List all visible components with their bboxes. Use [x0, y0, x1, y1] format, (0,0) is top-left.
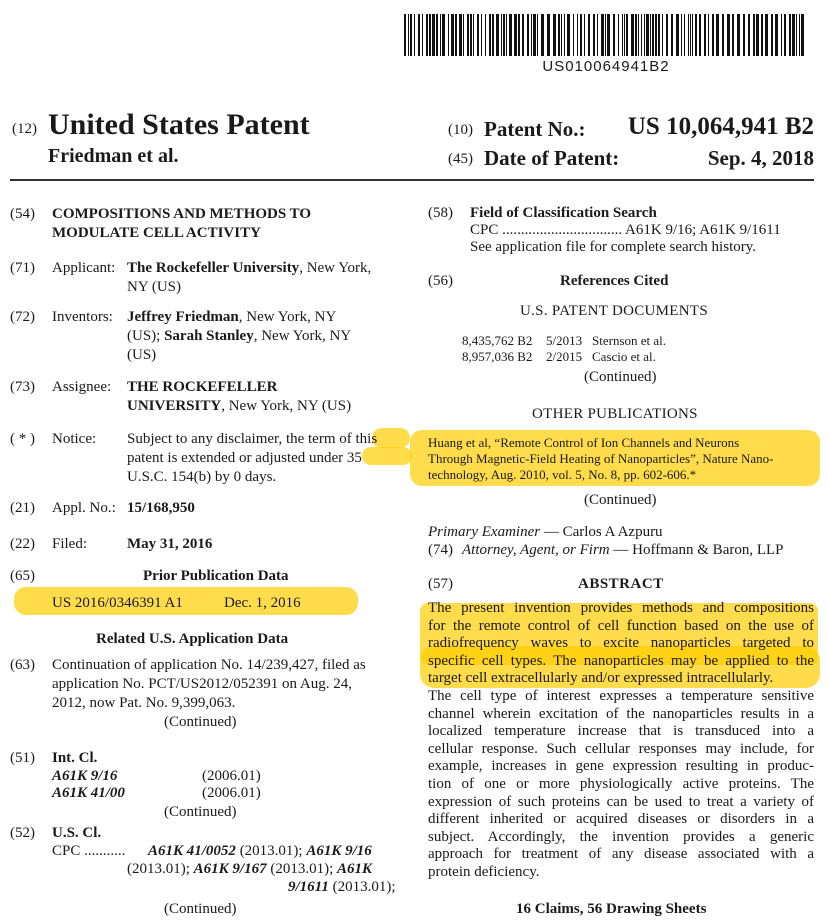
abstract-line: approach for treatment of any disease associated with a: [428, 846, 814, 863]
patent-ref-date: 2/2015: [546, 349, 583, 364]
notice-line3: U.S.C. 154(b) by 0 days.: [127, 469, 277, 485]
references-heading: References Cited: [560, 273, 669, 289]
code-notice: ( * ): [10, 431, 35, 447]
patent-type-title: United States Patent: [48, 108, 310, 141]
int-cl-1-code: A61K 9/16: [52, 768, 118, 784]
code-71: (71): [10, 260, 35, 276]
field-search-note: See application file for complete search history.: [470, 239, 757, 255]
primary-examiner: [428, 523, 663, 542]
patent-ref-date: 5/2013: [546, 333, 583, 348]
other-pubs-heading: OTHER PUBLICATIONS: [532, 406, 698, 422]
invention-title-line2: MODULATE CELL ACTIVITY: [52, 225, 261, 241]
continuation-line1: Continuation of application No. 14/239,427, filed as: [52, 657, 366, 673]
barcode: [404, 14, 808, 56]
code-52: (52): [10, 825, 35, 841]
related-app-heading: Related U.S. Application Data: [96, 631, 289, 647]
us-cl-code-4a: A61K: [337, 861, 373, 877]
code-12: (12): [12, 121, 37, 137]
continuation-text: [52, 656, 412, 713]
inventor-1-country: (US);: [127, 328, 165, 344]
other-pub-line1: Huang et al, “Remote Control of Ion Channels and Neurons: [428, 435, 740, 450]
prior-pub-date: Dec. 1, 2016: [224, 595, 301, 611]
primary-examiner-label: Primary Examiner: [428, 524, 541, 540]
us-cl-line1: [148, 842, 372, 861]
appl-no: 15/168,950: [127, 500, 195, 516]
code-57: (57): [428, 576, 453, 592]
abstract-line: cellular response. Such cellular responses may include, for: [428, 740, 814, 757]
patent-ref-name: Sternson et al.: [592, 333, 667, 348]
filed-label: Filed:: [52, 536, 88, 552]
code-73: (73): [10, 379, 35, 395]
claims-summary: 16 Claims, 56 Drawing Sheets: [516, 901, 707, 917]
continued-us-cl: (Continued): [164, 901, 237, 917]
int-cl-2-date: (2006.01): [202, 785, 261, 801]
filed-date: May 31, 2016: [127, 536, 213, 552]
patent-ref-number: 8,957,036 B2: [462, 349, 533, 364]
notice-text: [127, 430, 407, 487]
us-cl-code-1: A61K 41/0052: [148, 843, 236, 859]
applicant-name: The Rockefeller University: [127, 260, 300, 276]
abstract-line: tion of one or more physiologically active proteins. The: [428, 775, 814, 792]
inventor-1-name: Jeffrey Friedman: [127, 309, 239, 325]
attorney-name: — Hoffmann & Baron, LLP: [609, 542, 784, 558]
prior-pub-heading: Prior Publication Data: [143, 568, 289, 584]
attorney-label: Attorney, Agent, or Firm: [462, 542, 610, 558]
code-74: (74): [428, 542, 453, 558]
code-51: (51): [10, 750, 35, 766]
other-pub-line2: Through Magnetic-Field Heating of Nanoparticles”, Nature Nano-: [428, 451, 774, 466]
date-of-patent-label: Date of Patent:: [484, 146, 620, 170]
us-cl-line3: [288, 878, 396, 897]
patent-ref-row: [462, 349, 666, 365]
code-45: (45): [448, 151, 473, 167]
header-divider: [10, 179, 814, 181]
abstract-line: The cell type of interest expresses a temperature sensitive: [428, 687, 814, 704]
code-10: (10): [448, 122, 473, 138]
abstract-line: localized temperature increase that is transduced into a: [428, 723, 814, 740]
date-of-patent: Sep. 4, 2018: [707, 146, 814, 170]
code-22: (22): [10, 536, 35, 552]
invention-title: [52, 205, 311, 243]
field-search-cpc: CPC ................................ A61K 9/16; A61K 9/1611: [470, 222, 781, 238]
patent-number: US 10,064,941 B2: [627, 113, 814, 140]
abstract-line: different inherited or acquired diseases or disorders in a: [428, 811, 814, 828]
other-pub-line3: technology, Aug. 2010, vol. 5, No. 8, pp. 602-606.*: [428, 467, 697, 482]
applicant-label: Applicant:: [52, 260, 116, 276]
us-cl-code-2: A61K 9/16: [306, 843, 372, 859]
authors: Friedman et al.: [48, 145, 179, 167]
assignee-name-line2: UNIVERSITY: [127, 398, 222, 414]
abstract-line: subject. Accordingly, the invention provides a generic: [428, 828, 814, 845]
assignee-location: , New York, NY (US): [221, 398, 352, 414]
field-search-heading: Field of Classification Search: [470, 205, 657, 221]
abstract-line: protein deficiency.: [428, 863, 540, 880]
inventor-2-name: Sarah Stanley: [164, 328, 254, 344]
assignee-name-line1: THE ROCKEFELLER: [127, 379, 278, 395]
us-cl-date-2: (2013.01);: [127, 861, 194, 877]
inventor-1-location: , New York, NY: [238, 309, 337, 325]
invention-title-line1: COMPOSITIONS AND METHODS TO: [52, 206, 312, 222]
code-21: (21): [10, 500, 35, 516]
attorney: [462, 541, 784, 560]
patent-ref-row: [462, 333, 666, 349]
applicant-location: , New York,: [299, 260, 372, 276]
notice-line1: Subject to any disclaimer, the term of this: [127, 431, 378, 447]
applicant-country: NY (US): [127, 279, 182, 295]
patent-no-label: Patent No.:: [484, 117, 586, 141]
abstract-line: target cell extracellularly and/or expressed intracellularly.: [428, 670, 774, 687]
other-pub-entry: [428, 435, 818, 483]
continued-us-docs: (Continued): [584, 369, 657, 385]
inventor-2-country: (US): [127, 347, 157, 363]
us-cl-code-4b: 9/1611: [288, 879, 329, 895]
us-cl-date-3: (2013.01);: [266, 861, 338, 877]
abstract-line: expression of such proteins can be used to treat a variety of: [428, 793, 814, 810]
abstract-line: radiofrequency waves to excite nanoparticles targeted to: [428, 635, 814, 652]
abstract-line: specific cell types. The nanoparticles may be applied to the: [428, 652, 814, 669]
abstract-line: The present invention provides methods and compositions: [428, 600, 814, 616]
us-cl-line2: [127, 860, 372, 879]
int-cl-1-date: (2006.01): [202, 768, 261, 784]
patent-ref-number: 8,435,762 B2: [462, 333, 533, 348]
code-56: (56): [428, 273, 453, 289]
us-cl-cpc-label: CPC ...........: [52, 843, 126, 859]
abstract-line: example, increases in gene expression resulting in produc-: [428, 758, 814, 775]
continuation-line3: 2012, now Pat. No. 9,399,063.: [52, 695, 236, 711]
abstract-line: for the remote control of cell function based on the use of: [428, 617, 814, 634]
us-patent-docs-heading: U.S. PATENT DOCUMENTS: [520, 303, 708, 319]
continued-other-pubs: (Continued): [584, 492, 657, 508]
inventors: [127, 308, 407, 365]
assignee-label: Assignee:: [52, 379, 112, 395]
primary-examiner-name: — Carlos A Azpuru: [540, 524, 663, 540]
prior-pub-number: US 2016/0346391 A1: [52, 595, 183, 611]
us-cl-label: U.S. Cl.: [52, 825, 102, 841]
abstract-heading: ABSTRACT: [578, 576, 664, 592]
code-63: (63): [10, 657, 35, 673]
us-cl-date-1: (2013.01);: [235, 843, 307, 859]
code-58: (58): [428, 205, 453, 221]
notice-label: Notice:: [52, 431, 97, 447]
inventors-label: Inventors:: [52, 309, 113, 325]
continued-related: (Continued): [164, 714, 237, 730]
us-cl-code-3: A61K 9/167: [193, 861, 267, 877]
continuation-line2: application No. PCT/US2012/052391 on Aug. 24,: [52, 676, 352, 692]
int-cl-label: Int. Cl.: [52, 750, 98, 766]
assignee: [127, 378, 407, 416]
int-cl-2-code: A61K 41/00: [52, 785, 125, 801]
code-65: (65): [10, 568, 35, 584]
us-cl-date-4: (2013.01);: [328, 879, 396, 895]
code-72: (72): [10, 309, 35, 325]
notice-line2: patent is extended or adjusted under 35: [127, 450, 362, 466]
inventor-2-location: , New York, NY: [253, 328, 352, 344]
appl-no-label: Appl. No.:: [52, 500, 116, 516]
abstract-line: channel wherein excitation of the nanoparticles results in a: [428, 705, 814, 722]
code-54: (54): [10, 206, 35, 222]
applicant: [127, 259, 407, 297]
barcode-number: US010064941B2: [542, 58, 670, 75]
continued-int-cl: (Continued): [164, 804, 237, 820]
patent-ref-name: Cascio et al.: [592, 349, 656, 364]
abstract-text: [428, 600, 814, 882]
patent-ref-list: [462, 333, 666, 365]
